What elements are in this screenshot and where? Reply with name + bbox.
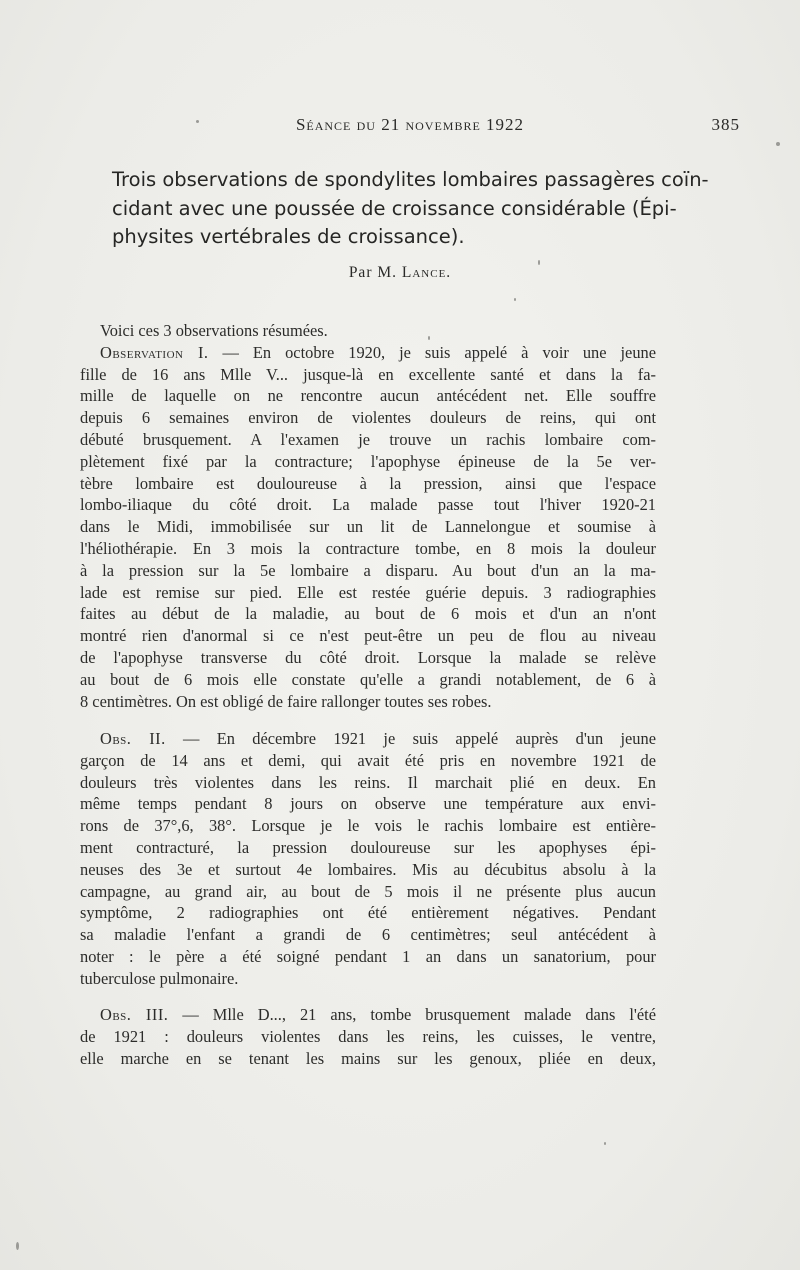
obs2-first-line-text: — En décembre 1921 je suis appelé auprès d'un jeune: [165, 729, 656, 748]
running-header: [80, 115, 740, 139]
text-line: à la pression sur la 5e lombaire a disparu. Au bout d'un an la ma-: [80, 560, 656, 580]
obs1-first-line-text: — En octobre 1920, je suis appelé à voir une jeune: [208, 342, 656, 362]
text-line: rons de 37°,6, 38°. Lorsque je le vois le rachis lombaire est entière-: [80, 816, 656, 836]
running-title: Séance du 21 novembre 1922: [295, 115, 525, 134]
scan-speck: [538, 260, 540, 265]
text-line: tèbre lombaire est douloureuse à la pression, ainsi que l'espace: [80, 473, 656, 493]
text-line: elle marche en se tenant les mains sur les genoux, pliée en deux,: [80, 1048, 656, 1068]
text-line: campagne, au grand air, au bout de 5 mois il ne présente plus aucun: [80, 881, 656, 901]
text-line: lade est remise sur pied. Elle est restée guérie depuis. 3 radiographies: [80, 582, 656, 602]
text-line: symptôme, 2 radiographies ont été entièrement négatives. Pendant: [80, 903, 656, 923]
obs2-first-line: [80, 728, 656, 750]
text-line: 8 centimètres. On est obligé de faire rallonger toutes ses robes.: [80, 691, 492, 711]
observation-2-block: [80, 728, 656, 990]
obs3-first-line: [80, 1004, 656, 1026]
obs1-first-line: [80, 342, 656, 364]
title-line: cidant avec une poussée de croissance considérable (Épi-: [112, 196, 677, 220]
text-line: débuté brusquement. A l'examen je trouve un rachis lombaire com-: [80, 429, 656, 449]
text-line: de l'apophyse transverse du côté droit. Lorsque la malade se relève: [80, 647, 656, 667]
obs2-label: Obs. II.: [100, 729, 166, 748]
text-line: ment contracturé, la pression douloureuse sur les apophyses épi-: [80, 837, 656, 857]
text-line: de 1921 : douleurs violentes dans les reins, les cuisses, le ventre,: [80, 1026, 656, 1046]
obs1-label: Observation I.: [100, 342, 209, 362]
text-line: même temps pendant 8 jours on observe une température aux envi-: [80, 794, 656, 814]
text-line: faites au début de la maladie, au bout de 6 mois et d'un an n'ont: [80, 604, 656, 624]
obs3-first-line-text: — Mlle D..., 21 ans, tombe brusquement malade dans l'été: [168, 1005, 656, 1024]
text-line: au bout de 6 mois elle constate qu'elle a grandi notablement, de 6 à: [80, 669, 656, 689]
page-number: 385: [711, 115, 740, 134]
scan-speck: [16, 1242, 19, 1250]
text-line: garçon de 14 ans et demi, qui avait été pris en novembre 1921 de: [80, 750, 656, 770]
author-byline: [0, 264, 800, 282]
article-title: [112, 166, 709, 252]
text-line: tuberculose pulmonaire.: [80, 968, 239, 988]
scan-speck: [428, 336, 430, 340]
observation-3-block: [80, 1004, 656, 1069]
intro-paragraph: Voici ces 3 observations résumées.: [100, 321, 328, 340]
title-line: physites vertébrales de croissance).: [112, 225, 465, 248]
text-line: plètement fixé par la contracture; l'apophyse épineuse de la 5e ver-: [80, 451, 656, 471]
observation-1-block: [80, 320, 656, 712]
text-line: sa maladie l'enfant a grandi de 6 centimètres; seul antécédent à: [80, 925, 656, 945]
text-line: l'héliothérapie. En 3 mois la contracture tombe, en 8 mois la douleur: [80, 538, 656, 558]
text-line: mille de laquelle on ne rencontre aucun antécédent net. Elle souffre: [80, 386, 656, 406]
text-line: montré rien d'anormal si ce n'est peut-être un peu de flou au niveau: [80, 626, 656, 646]
text-line: lombo-iliaque du côté droit. La malade passe tout l'hiver 1920-21: [80, 495, 656, 515]
author-prefix: Par M.: [348, 264, 398, 281]
author-name: Lance.: [401, 264, 452, 281]
title-line: Trois observations de spondylites lombaires passagères coïn-: [112, 168, 709, 191]
scan-speck: [196, 120, 199, 123]
text-line: depuis 6 semaines environ de violentes douleurs de reins, qui ont: [80, 408, 656, 428]
text-line: douleurs très violentes dans les reins. Il marchait plié en deux. En: [80, 772, 656, 792]
text-line: neuses des 3e et surtout 4e lombaires. Mis au décubitus absolu à la: [80, 859, 656, 879]
text-line: noter : le père a été soigné pendant 1 an dans un sanatorium, pour: [80, 946, 656, 966]
scan-speck: [604, 1142, 606, 1145]
text-line: fille de 16 ans Mlle V... jusque-là en excellente santé et dans la fa-: [80, 364, 656, 384]
scan-speck: [514, 298, 516, 301]
scan-speck: [776, 142, 780, 146]
text-line: dans le Midi, immobilisée sur un lit de Lannelongue et soumise à: [80, 517, 656, 537]
obs3-label: Obs. III.: [100, 1005, 169, 1024]
